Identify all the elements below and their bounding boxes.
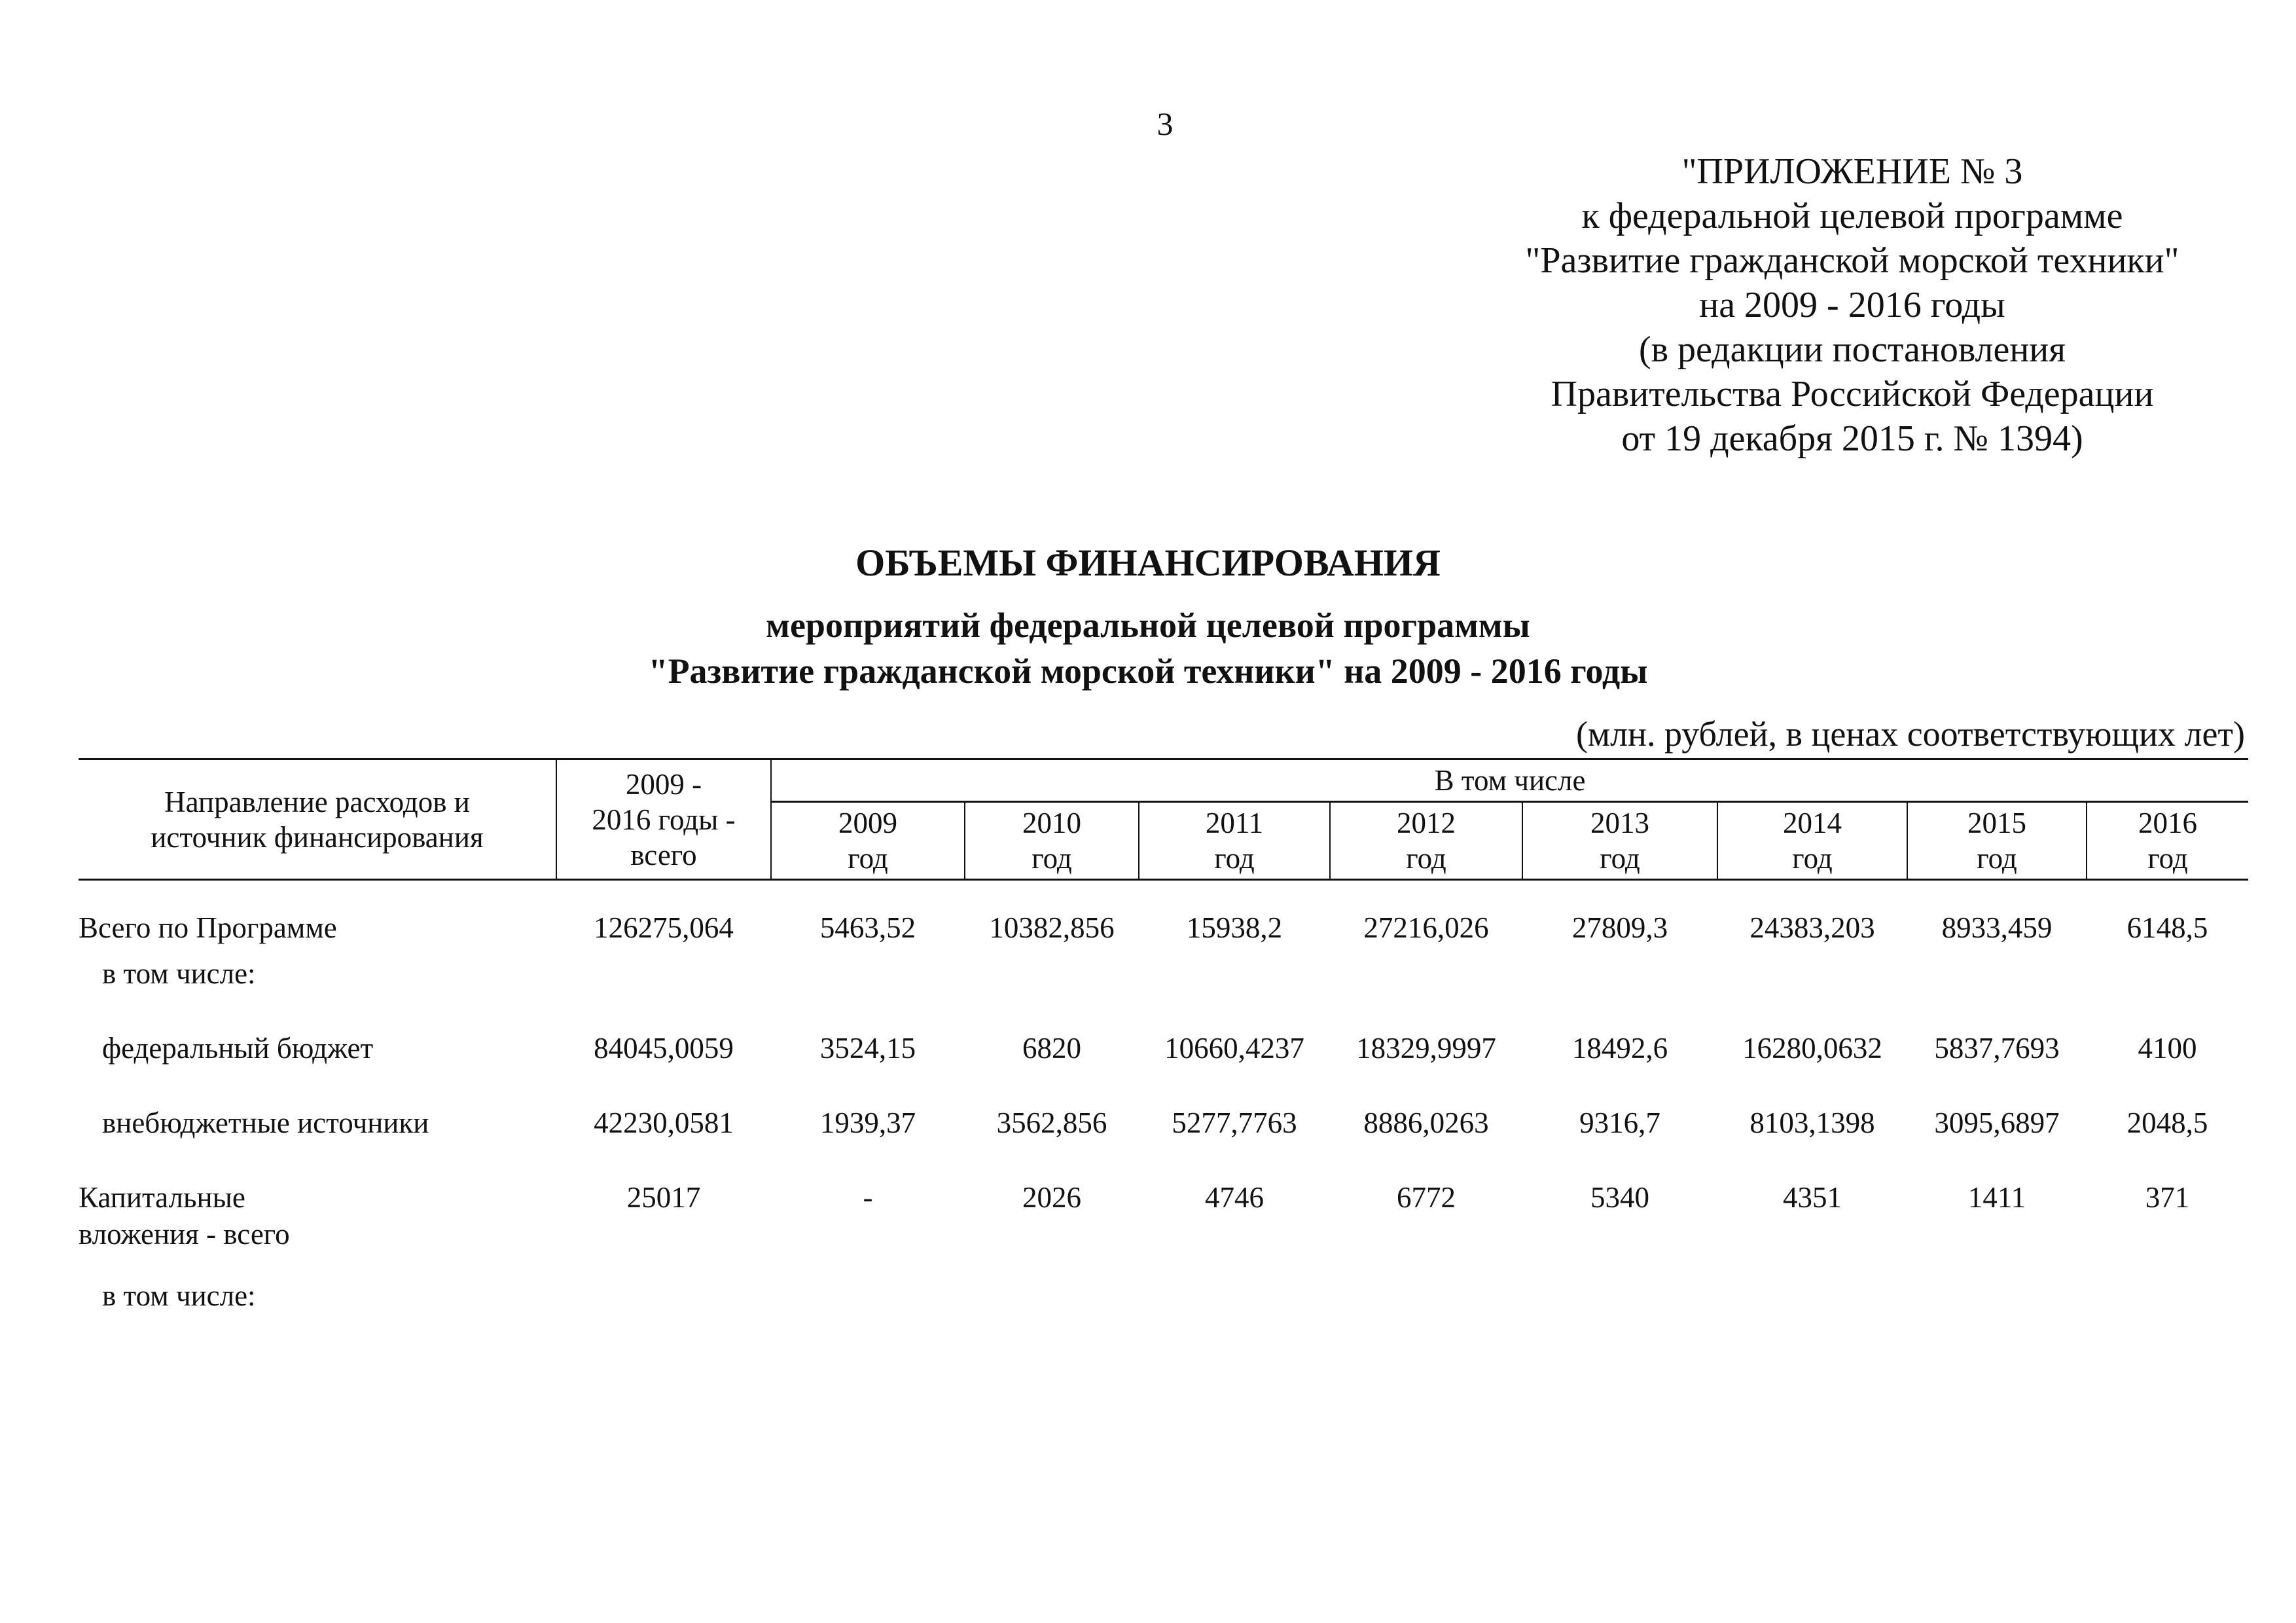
table-row-extrabudgetary <box>79 1104 2248 1179</box>
cell-2014: 16280,0632 <box>1742 1032 1882 1065</box>
cell-2016: 2048,5 <box>2126 1106 2208 1139</box>
header-year-2013 <box>1522 802 1717 880</box>
appendix-line: Правительства Российской Федерации <box>1551 374 2154 414</box>
cell-2015: 3095,6897 <box>1934 1106 2060 1139</box>
cell-2010: 6820 <box>1022 1032 1081 1065</box>
cell-2011: 15938,2 <box>1186 911 1283 944</box>
cell-2009: 1939,37 <box>819 1106 916 1139</box>
year-word: год <box>848 842 888 875</box>
year-word: год <box>1214 842 1255 875</box>
cell-2014: 4351 <box>1783 1181 1842 1214</box>
document-title: ОБЪЕМЫ ФИНАНСИРОВАНИЯ <box>855 541 1441 584</box>
header-year-2014 <box>1717 802 1907 880</box>
row-label: федеральный бюджет <box>102 1032 374 1065</box>
row-label <box>79 1179 556 1277</box>
header-year-2011 <box>1139 802 1330 880</box>
page-number: 3 <box>1157 105 1174 142</box>
year-word: год <box>1792 842 1833 875</box>
cell-2011: 10660,4237 <box>1164 1032 1304 1065</box>
cell-2009: 3524,15 <box>819 1032 916 1065</box>
cell-2013: 5340 <box>1590 1181 1649 1214</box>
cell-2015: 8933,459 <box>1941 911 2053 944</box>
cell-2012: 6772 <box>1397 1181 1456 1214</box>
document-subtitle-program: "Развитие гражданской морской техники" на 2009 - 2016 годы <box>648 651 1648 691</box>
year-word: год <box>1977 842 2017 875</box>
header-direction-line: источник финансирования <box>151 820 484 854</box>
cell-total: 84045,0059 <box>594 1032 734 1065</box>
header-total-line: 2009 - <box>625 767 702 801</box>
header-year-2012 <box>1330 802 1522 880</box>
appendix-line: на 2009 - 2016 годы <box>1699 285 2005 325</box>
header-total <box>556 759 771 880</box>
row-label: внебюджетные источники <box>102 1106 429 1139</box>
year-number: 2012 <box>1397 807 1456 839</box>
header-year-2015 <box>1907 802 2087 880</box>
year-number: 2010 <box>1022 807 1081 839</box>
cell-2015: 5837,7693 <box>1934 1032 2060 1065</box>
header-total-line: 2016 годы - <box>592 803 736 836</box>
year-word: год <box>1406 842 1446 875</box>
row-label-line: вложения - всего <box>79 1218 290 1250</box>
table-header <box>79 759 2248 880</box>
row-label: в том числе: <box>102 957 256 990</box>
appendix-line: от 19 декабря 2015 г. № 1394) <box>1621 418 2083 459</box>
row-label: Всего по Программе <box>79 911 337 944</box>
cell-total: 126275,064 <box>594 911 734 944</box>
cell-2011: 4746 <box>1205 1181 1264 1214</box>
appendix-line: "ПРИЛОЖЕНИЕ № 3 <box>1681 151 2023 192</box>
cell-2012: 18329,9997 <box>1356 1032 1496 1065</box>
cell-2016: 4100 <box>2138 1032 2197 1065</box>
units-note: (млн. рублей, в ценах соответствующих лет) <box>1575 714 2245 754</box>
year-number: 2013 <box>1590 807 1649 839</box>
header-year-2009 <box>771 802 965 880</box>
table-row-including <box>79 1277 2248 1330</box>
appendix-header <box>1440 149 2265 461</box>
table-row-capital-investments <box>79 1179 2248 1277</box>
table-row-federal-budget <box>79 1030 2248 1104</box>
cell-2016: 6148,5 <box>2126 911 2208 944</box>
header-direction <box>79 759 556 880</box>
row-label: в том числе: <box>102 1279 256 1312</box>
cell-2015: 1411 <box>1967 1181 2026 1214</box>
table-body <box>79 880 2248 1330</box>
cell-2012: 27216,026 <box>1363 911 1489 944</box>
cell-total: 25017 <box>626 1181 701 1214</box>
funding-table <box>79 758 2248 1330</box>
row-label-line: Капитальные <box>79 1181 245 1214</box>
year-number: 2014 <box>1783 807 1842 839</box>
cell-2009: - <box>863 1181 873 1214</box>
header-total-line: всего <box>630 838 697 871</box>
cell-2013: 27809,3 <box>1571 911 1668 944</box>
appendix-line: к федеральной целевой программе <box>1581 196 2123 236</box>
year-number: 2016 <box>2138 807 2198 839</box>
cell-2016: 371 <box>2145 1181 2190 1214</box>
year-word: год <box>1031 842 1072 875</box>
header-including: В том числе <box>771 759 2248 802</box>
header-direction-line: Направление расходов и <box>164 785 470 818</box>
year-word: год <box>1600 842 1640 875</box>
cell-total: 42230,0581 <box>594 1106 734 1139</box>
appendix-line: (в редакции постановления <box>1638 329 2066 370</box>
year-number: 2011 <box>1205 807 1264 839</box>
cell-2014: 8103,1398 <box>1749 1106 1875 1139</box>
cell-2010: 3562,856 <box>996 1106 1107 1139</box>
cell-2013: 18492,6 <box>1571 1032 1668 1065</box>
cell-2010: 2026 <box>1022 1181 1081 1214</box>
funding-table-container <box>79 758 2248 1330</box>
header-year-2016 <box>2087 802 2248 880</box>
cell-2013: 9316,7 <box>1579 1106 1660 1139</box>
cell-2011: 5277,7763 <box>1172 1106 1297 1139</box>
cell-2014: 24383,203 <box>1749 911 1875 944</box>
year-word: год <box>2147 842 2188 875</box>
header-year-2010 <box>965 802 1139 880</box>
year-number: 2015 <box>1967 807 2026 839</box>
appendix-line: "Развитие гражданской морской техники" <box>1525 240 2179 281</box>
year-number: 2009 <box>838 807 897 839</box>
table-row-including <box>79 955 2248 1030</box>
cell-2009: 5463,52 <box>819 911 916 944</box>
document-subtitle: мероприятий федеральной целевой программы <box>766 606 1530 645</box>
table-row-program-total <box>79 880 2248 956</box>
cell-2010: 10382,856 <box>989 911 1115 944</box>
cell-2012: 8886,0263 <box>1363 1106 1489 1139</box>
